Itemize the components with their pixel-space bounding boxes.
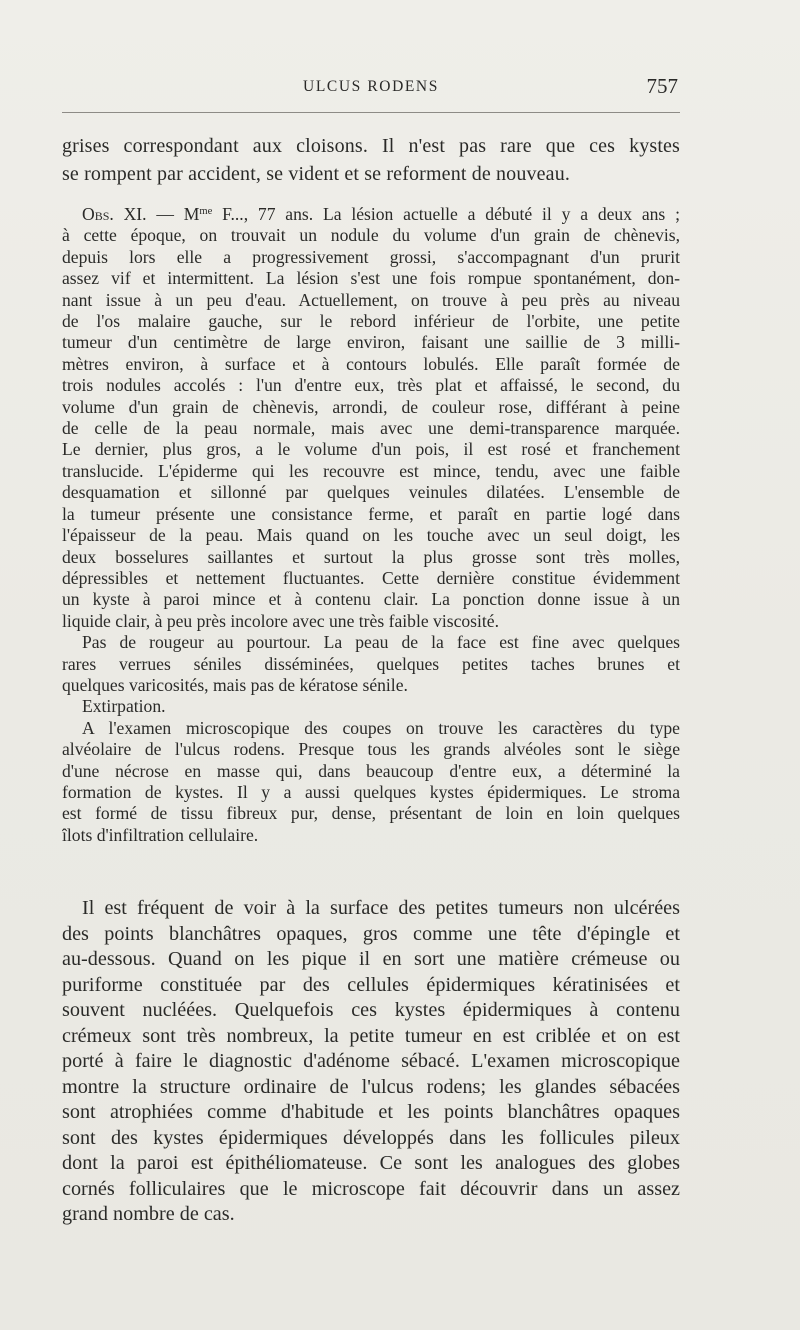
- intro-paragraph: [62, 132, 680, 188]
- text-line: Extirpation.: [82, 696, 166, 717]
- observation-label: Obs. XI.: [82, 204, 147, 224]
- observation-paragraph-2: [62, 632, 680, 696]
- text-line: Pas de rougeur au pourtour. La peau de la face est fine avec quelques: [82, 632, 680, 653]
- text-line: dont la paroi est épithéliomateuse. Ce sont les analogues des globes: [62, 1152, 680, 1174]
- upper-text-block: [62, 132, 680, 846]
- text-line: îlots d'infiltration cellulaire.: [62, 824, 259, 845]
- observation-paragraph-3: [62, 696, 680, 717]
- text-line: crémeux sont très nombreux, la petite tumeur en est criblée et on est: [62, 1024, 680, 1047]
- text-line: alvéolaire de l'ulcus rodens. Presque tous les grands alvéoles sont le siège: [62, 739, 680, 760]
- text-line: est formé de tissu fibreux pur, dense, présentant de loin en loin quelques: [62, 803, 680, 824]
- page-header: [62, 74, 680, 104]
- text-line: tumeur d'un centimètre de large environ, faisant une saillie de 3 milli-: [62, 332, 680, 353]
- text-line: depuis lors elle a progressivement grossi, s'accompagnant d'un prurit: [62, 246, 680, 267]
- observation-dash: — M: [146, 204, 200, 224]
- text-line: un kyste à paroi mince et à contenu clair. La ponction donne issue à un: [62, 589, 680, 610]
- running-title: ULCUS RODENS: [303, 78, 439, 95]
- text-line: sont atrophiées comme d'habitude et les points blanchâtres opaques: [62, 1101, 680, 1123]
- text-line: desquamation et sillonné par quelques veinules dilatées. L'ensemble de: [62, 482, 680, 503]
- text-line: de celle de la peau normale, mais avec une demi-transparence marquée.: [62, 418, 680, 439]
- text-line: de l'os malaire gauche, sur le rebord inférieur de l'orbite, une petite: [62, 311, 680, 332]
- text-line: souvent nucléées. Quelquefois ces kystes épidermiques à contenu: [62, 999, 680, 1021]
- text-line: puriforme constituée par des cellules épidermiques kératinisées et: [62, 973, 680, 996]
- text-line: A l'examen microscopique des coupes on trouve les caractères du type: [82, 717, 680, 738]
- text-line: Il est fréquent de voir à la surface des petites tumeurs non ulcérées: [82, 897, 680, 919]
- text-line: dépressibles et nettement fluctuantes. Cette dernière constitue évidemment: [62, 567, 680, 588]
- header-rule: [62, 112, 680, 113]
- observation-block: [62, 204, 680, 846]
- text-line: des points blanchâtres opaques, gros comme une tête d'épingle et: [62, 922, 680, 945]
- text-line: translucide. L'épiderme qui les recouvre est mince, tendu, avec une faible: [62, 460, 680, 481]
- observation-paragraph: [62, 204, 680, 632]
- text-line: formation de kystes. Il y a aussi quelques kystes épidermiques. Le stroma: [62, 781, 680, 802]
- text-line: la tumeur présente une consistance ferme, et paraît en partie logé dans: [62, 503, 680, 524]
- page-number: 757: [646, 74, 678, 98]
- text-line: sont des kystes épidermiques développés dans les follicules pileux: [62, 1126, 680, 1149]
- text-line: trois nodules accolés : l'un d'entre eux, très plat et affaissé, le second, du: [62, 375, 680, 396]
- text-line: à cette époque, on trouvait un nodule du volume d'un grain de chènevis,: [62, 225, 680, 246]
- text-line: se rompent par accident, se vident et se reforment de nouveau.: [62, 163, 570, 185]
- text-line: volume d'un grain de chènevis, arrondi, de couleur rose, différant à peine: [62, 396, 680, 417]
- text-line: quelques varicosités, mais pas de kératose sénile.: [62, 674, 408, 695]
- text-line: Le dernier, plus gros, a le volume d'un pois, il est rosé et franchement: [62, 439, 680, 460]
- text-line: deux bosselures saillantes et surtout la plus grosse sont très molles,: [62, 546, 680, 567]
- text-line: l'épaisseur de la peau. Mais quand on les touche avec un seul doigt, les: [62, 525, 680, 546]
- observation-first-line: [62, 204, 680, 225]
- text-line: grand nombre de cas.: [62, 1203, 235, 1225]
- text-line: cornés folliculaires que le microscope fait découvrir dans un assez: [62, 1177, 680, 1200]
- observation-paragraph-4: [62, 718, 680, 846]
- main-text-block: [62, 896, 680, 1228]
- text-line: porté à faire le diagnostic d'adénome sébacé. L'examen microscopique: [62, 1050, 680, 1072]
- text-line: au-dessous. Quand on les pique il en sort une matière crémeuse ou: [62, 948, 680, 970]
- observation-first-line-rest: F..., 77 ans. La lésion actuelle a débuté il y a deux ans ;: [212, 204, 680, 224]
- text-line: grises correspondant aux cloisons. Il n'est pas rare que ces kystes: [62, 135, 680, 157]
- text-line: liquide clair, à peu près incolore avec une très faible viscosité.: [62, 610, 500, 631]
- text-line: mètres environ, à surface et à contours lobulés. Elle paraît formée de: [62, 353, 680, 374]
- text-line: montre la structure ordinaire de l'ulcus rodens; les glandes sébacées: [62, 1075, 680, 1098]
- main-paragraph: [62, 896, 680, 1228]
- text-line: assez vif et intermittent. La lésion s'est une fois rompue spontanément, don-: [62, 268, 680, 289]
- text-line: rares verrues séniles disséminées, quelques petites taches brunes et: [62, 653, 680, 674]
- text-line: nant issue à un peu d'eau. Actuellement, on trouve à peu près au niveau: [62, 289, 680, 310]
- text-line: d'une nécrose en masse qui, dans beaucoup d'entre eux, a déterminé la: [62, 760, 680, 781]
- honorific-superscript: me: [199, 206, 213, 218]
